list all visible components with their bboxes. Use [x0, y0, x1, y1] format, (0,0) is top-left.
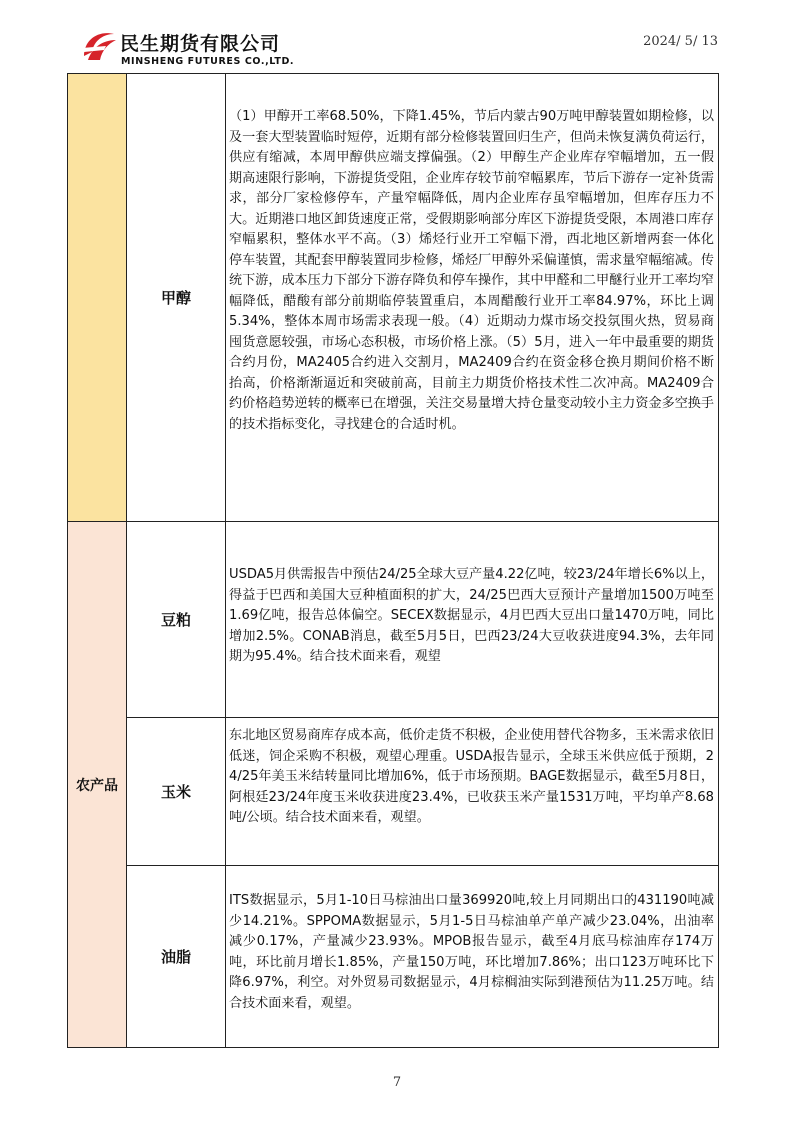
analysis-text: ITS数据显示，5月1-10日马棕油出口量369920吨,较上月同期出口的431190吨减少14.21%。SPPOMA数据显示，5月1-5日马棕油单产单产减少23.04%，出油率减少0.17%，产量减少23.93%。MPOB报告显示，截至4月底马棕油库存174万吨，环比前月增长1.85%，产量150万吨，环比增加7.86%；出口123万吨环比下降6.97%，利空。对外贸易司数据显示，4月棕榈油实际到港预估为11.25万吨。结合技术面来看，观望。: [229, 893, 714, 1011]
commodity-analysis-soymeal: [226, 522, 719, 718]
category-cell-agri: 农产品: [68, 522, 127, 1048]
commodity-analysis-oils: [226, 866, 719, 1048]
analysis-text: USDA5月供需报告中预估24/25全球大豆产量4.22亿吨，较23/24年增长6%以上，得益于巴西和美国大豆种植面积的扩大，24/25巴西大豆预计产量增加1500万吨至1.69亿吨，报告总体偏空。SECEX数据显示，4月巴西大豆出口量1470万吨，同比增加2.5%。CONAB消息，截至5月5日，巴西23/24大豆收获进度94.3%，去年同期为95.4%。结合技术面来看，观望: [229, 567, 714, 664]
company-name-cn: 民生期货有限公司: [120, 33, 281, 55]
page-number: 7: [392, 1075, 402, 1090]
analysis-text: 东北地区贸易商库存成本高，低价走货不积极，企业使用替代谷物多，玉米需求依旧低迷，饲企采购不积极，观望心理重。USDA报告显示，全球玉米供应低于预期，24/25年美玉米结转量同比增加6%，低于市场预期。BAGE数据显示，截至5月8日，阿根廷23/24年度玉米收获进度23.4%，已收获玉米产量1531万吨，平均单产8.68吨/公顷。结合技术面来看，观望。: [229, 728, 714, 825]
table-row: [68, 74, 719, 522]
commodity-analysis-corn: [226, 718, 719, 866]
table-row: [68, 866, 719, 1048]
report-date: 2024/ 5/ 13: [643, 34, 718, 49]
table-row: [68, 718, 719, 866]
minsheng-logo-icon: [78, 26, 118, 66]
category-cell-energy: [68, 74, 127, 522]
commodity-analysis-table: [67, 73, 719, 1048]
commodity-name-methanol: 甲醇: [127, 74, 226, 522]
analysis-text: （1）甲醇开工率68.50%，下降1.45%，节后内蒙古90万吨甲醇装置如期检修，以及一套大型装置临时短停，近期有部分检修装置回归生产，但尚未恢复满负荷运行，供应有缩减，本周甲醇供应端支撑偏强。（2）甲醇生产企业库存窄幅增加，五一假期高速限行影响，下游提货受阻，企业库存较节前窄幅累库，节后下游存一定补货需求，部分厂家检修停车，产量窄幅降低，周内企业库存虽窄幅增加，但库存压力不大。近期港口地区卸货速度正常，受假期影响部分库区下游提货受限，本周港口库存窄幅累积，整体水平不高。（3）烯烃行业开工窄幅下滑，西北地区新增两套一体化停车装置，其配套甲醇装置同步检修，烯烃厂甲醇外采偏谨慎，需求量窄幅缩减。传统下游，成本压力下部分下游存降负和停车操作，其中甲醛和二甲醚行业开工率均窄幅降低，醋酸有部分前期临停装置重启，本周醋酸行业开工率84.97%，环比上调 5.34%，整体本周市场需求表现一般。（4）近期动力煤市场交投氛围火热，贸易商囤货意愿较强，市场心态积极，市场价格上涨。（5）5月，进入一年中最重要的期货合约月份，MA2405合约进入交割月，MA2409合约在资金移仓换月期间价格不断抬高，价格渐渐逼近和突破前高，目前主力期货价格技术性二次冲高。MA2409合约价格趋势逆转的概率已在增强，关注交易量增大持仓量变动较小主力资金多空换手的技术指标变化，寻找建仓的合适时机。: [229, 109, 714, 432]
table-row: [68, 522, 719, 718]
commodity-name-oils: 油脂: [127, 866, 226, 1048]
page-header: [0, 0, 794, 74]
commodity-analysis-methanol: [226, 74, 719, 522]
commodity-name-soymeal: 豆粕: [127, 522, 226, 718]
commodity-name-corn: 玉米: [127, 718, 226, 866]
company-name-en: MINSHENG FUTURES CO.,LTD.: [121, 56, 295, 67]
